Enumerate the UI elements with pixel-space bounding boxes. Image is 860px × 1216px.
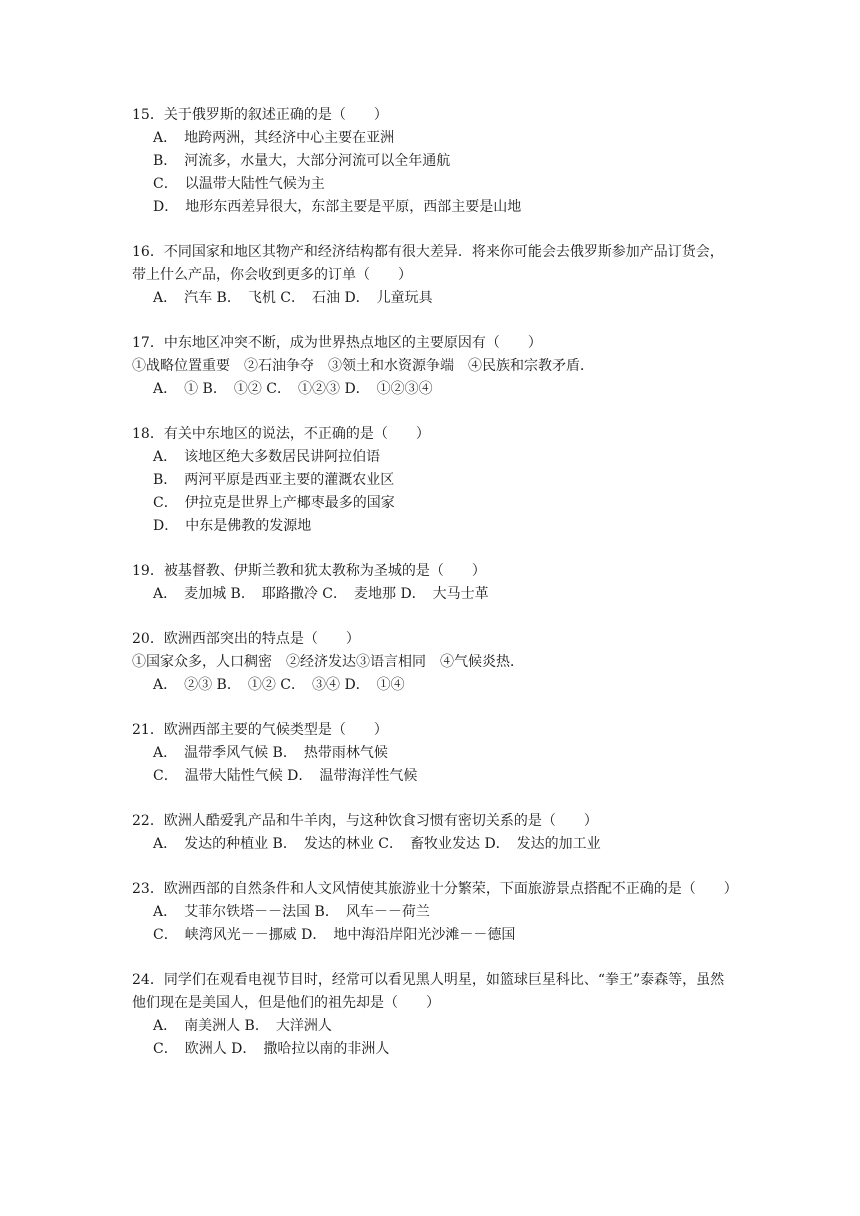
option: C． 以温带大陆性气候为主	[153, 176, 325, 192]
question-18	[132, 423, 732, 538]
option: A． 艾菲尔铁塔－－法国 B． 风车－－荷兰	[153, 904, 430, 920]
question-22	[132, 810, 732, 856]
option: A． ②③ B． ①② C． ③④ D． ①④	[153, 677, 405, 693]
question-statements: ①战略位置重要 ②石油争夺 ③领土和水资源争端 ④民族和宗教矛盾．	[132, 358, 594, 374]
question-17	[132, 332, 732, 401]
option: A． 该地区绝大多数居民讲阿拉伯语	[153, 449, 381, 465]
question-16	[132, 241, 732, 310]
option: A． 地跨两洲，其经济中心主要在亚洲	[153, 130, 395, 146]
option: C． 欧洲人 D． 撒哈拉以南的非洲人	[153, 1041, 390, 1057]
option: C． 温带大陆性气候 D． 温带海洋性气候	[153, 768, 418, 784]
option: C． 伊拉克是世界上产椰枣最多的国家	[153, 495, 395, 511]
question-21	[132, 719, 732, 788]
question-24	[132, 969, 732, 1061]
option: A． 发达的种植业 B． 发达的林业 C． 畜牧业发达 D． 发达的加工业	[153, 836, 601, 852]
question-stem: 15．关于俄罗斯的叙述正确的是（ ）	[132, 107, 388, 123]
question-stem: 24．同学们在观看电视节目时，经常可以看见黑人明星，如篮球巨星科比、“拳王”泰森等，虽然他们现在是美国人，但是他们的祖先却是（ ）	[132, 972, 725, 1011]
question-19	[132, 560, 732, 606]
option: D． 中东是佛教的发源地	[153, 518, 312, 534]
option: B． 两河平原是西亚主要的灌溉农业区	[153, 472, 395, 488]
question-stem: 18．有关中东地区的说法，不正确的是（ ）	[132, 426, 430, 442]
question-stem: 20．欧洲西部突出的特点是（ ）	[132, 631, 360, 647]
option: B． 河流多，水量大，大部分河流可以全年通航	[153, 153, 451, 169]
question-stem: 22．欧洲人酷爱乳产品和牛羊肉，与这种饮食习惯有密切关系的是（ ）	[132, 813, 598, 829]
question-stem: 17．中东地区冲突不断，成为世界热点地区的主要原因有（ ）	[132, 335, 542, 351]
question-stem: 23．欧洲西部的自然条件和人文风情使其旅游业十分繁荣，下面旅游景点搭配不正确的是（ ）	[132, 881, 738, 897]
question-23	[132, 878, 738, 947]
question-stem: 21．欧洲西部主要的气候类型是（ ）	[132, 722, 388, 738]
option: A． 麦加城 B． 耶路撒冷 C． 麦地那 D． 大马士革	[153, 586, 489, 602]
question-statements: ①国家众多，人口稠密 ②经济发达③语言相同 ④气候炎热．	[132, 654, 524, 670]
question-stem: 16．不同国家和地区其物产和经济结构都有很大差异．将来你可能会去俄罗斯参加产品订货会，带上什么产品，你会收到更多的订单（ ）	[132, 244, 724, 283]
option: D． 地形东西差异很大，东部主要是平原，西部主要是山地	[153, 199, 522, 215]
question-stem: 19．被基督教、伊斯兰教和犹太教称为圣城的是（ ）	[132, 563, 486, 579]
option: A． ① B． ①② C． ①②③ D． ①②③④	[153, 381, 433, 397]
question-15	[132, 104, 732, 219]
question-20	[132, 628, 732, 697]
question-list	[132, 104, 738, 1083]
option: A． 汽车 B． 飞机 C． 石油 D． 儿童玩具	[153, 290, 433, 306]
option: A． 南美洲人 B． 大洋洲人	[153, 1018, 332, 1034]
option: A． 温带季风气候 B． 热带雨林气候	[153, 745, 388, 761]
option: C． 峡湾风光－－挪威 D． 地中海沿岸阳光沙滩－－德国	[153, 927, 516, 943]
